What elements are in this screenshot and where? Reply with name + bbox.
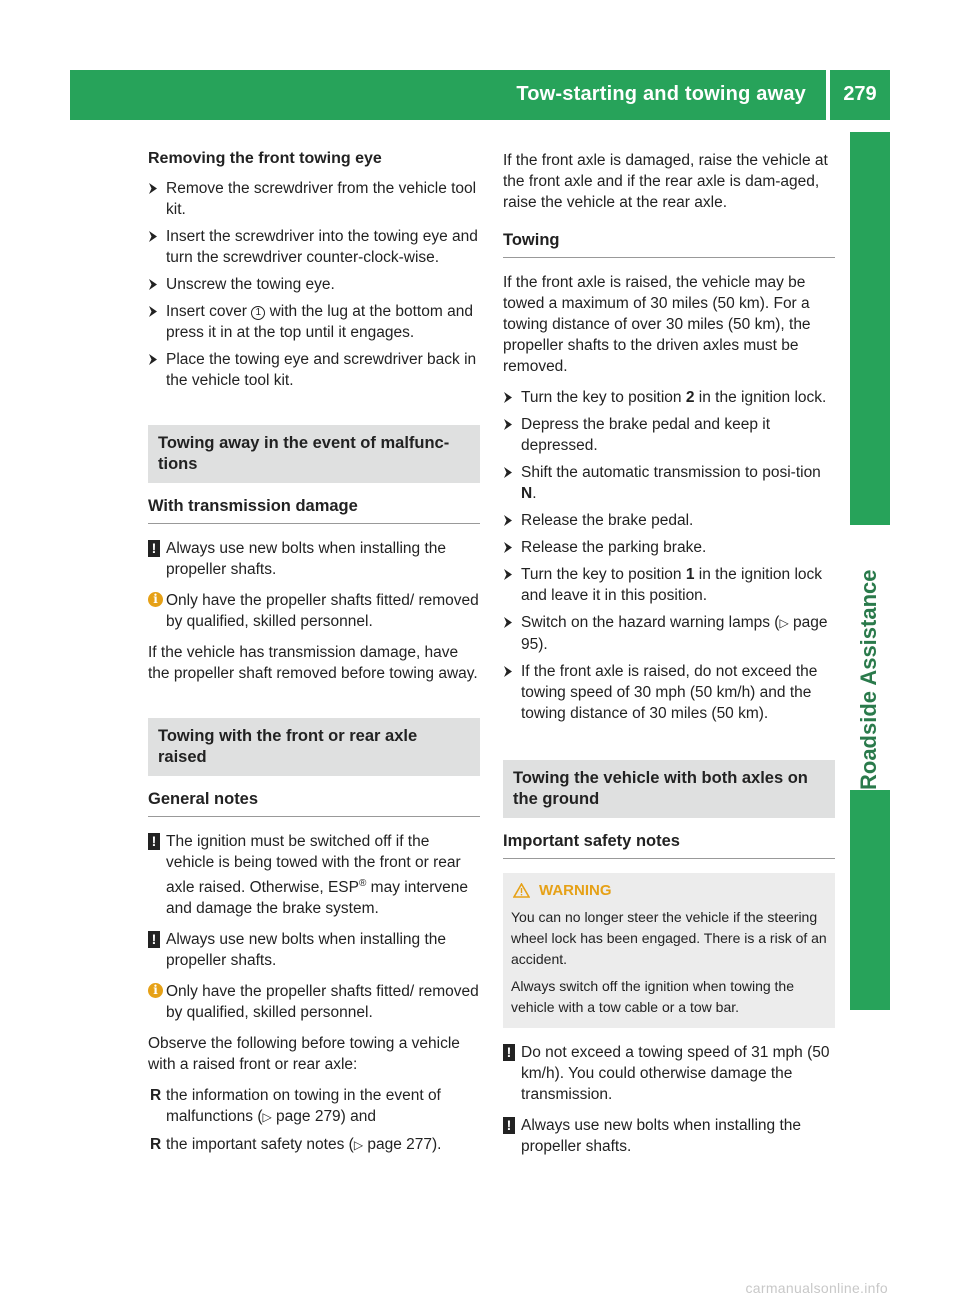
exclamation-icon: !	[503, 1117, 515, 1134]
caution-note: ! Always use new bolts when installing the propeller shafts.	[148, 929, 480, 971]
paragraph: If the front axle is raised, the vehicle may be towed a maximum of 30 miles (50 km). For a towing distance of over 30 miles (50 km), the propeller shafts to the driven axles must be removed.	[503, 274, 811, 375]
right-column	[503, 150, 835, 1167]
exclamation-icon: !	[148, 931, 160, 948]
exclamation-icon: !	[503, 1044, 515, 1061]
callout-number-icon: 1	[251, 306, 265, 320]
step-item: Release the brake pedal.	[503, 510, 835, 531]
step-item: Turn the key to position 2 in the ignition lock.	[503, 387, 835, 408]
list-item: R the information on towing in the event of malfunctions (▷ page 279) and	[150, 1087, 441, 1126]
heading-important-safety-notes: Important safety notes	[503, 832, 835, 859]
step-arrow-icon	[503, 514, 513, 527]
page-section-title: Tow-starting and towing away	[516, 83, 806, 105]
heading-transmission-damage: With transmission damage	[148, 497, 480, 524]
page-reference-link[interactable]: page 279) and	[276, 1108, 377, 1126]
step-item: Turn the key to position 1 in the ignition lock and leave it in this position.	[503, 564, 835, 606]
caution-note: ! The ignition must be switched off if the vehicle is being towed with the front or rear axle raised. Otherwise, ESP® may intervene and damage the brake system.	[148, 831, 480, 919]
step-arrow-icon	[148, 305, 158, 318]
header-bar	[70, 70, 890, 120]
step-arrow-icon	[148, 353, 158, 366]
page-ref-arrow-icon: ▷	[262, 1110, 272, 1125]
step-arrow-icon	[503, 616, 513, 629]
step-item: Insert the screwdriver into the towing eye and turn the screwdriver counter-clock-wise.	[148, 226, 480, 268]
step-item: If the front axle is raised, do not exceed the towing speed of 30 mph (50 km/h) and the towing distance of 30 miles (50 km).	[503, 661, 835, 724]
caution-note: ! Do not exceed a towing speed of 31 mph (50 km/h). You could otherwise damage the transmission.	[503, 1042, 835, 1105]
bullet-icon: R	[150, 1087, 162, 1105]
info-note: i Only have the propeller shafts fitted/ removed by qualified, skilled personnel.	[148, 981, 480, 1023]
removing-towing-eye-title: Removing the front towing eye	[148, 150, 382, 167]
page-number: 279	[843, 83, 877, 105]
step-arrow-icon	[148, 278, 158, 291]
list-item: R the important safety notes (▷ page 277).	[150, 1136, 442, 1154]
warning-box	[503, 873, 835, 1028]
info-note: i Only have the propeller shafts fitted/ removed by qualified, skilled personnel.	[148, 590, 480, 632]
step-item: Remove the screwdriver from the vehicle tool kit.	[148, 178, 480, 220]
step-arrow-icon	[148, 230, 158, 243]
warning-text: Always switch off the ignition when towing the vehicle with a tow cable or a tow bar.	[511, 978, 795, 1015]
paragraph: If the vehicle has transmission damage, have the propeller shaft removed before towing away.	[148, 644, 478, 682]
bullet-icon: R	[150, 1136, 162, 1154]
step-arrow-icon	[148, 182, 158, 195]
page-reference-link[interactable]: page 95).	[521, 614, 828, 653]
step-item: Place the towing eye and screwdriver back in the vehicle tool kit.	[148, 349, 480, 391]
step-item: Release the parking brake.	[503, 537, 835, 558]
step-item: Depress the brake pedal and keep it depressed.	[503, 414, 835, 456]
left-column	[148, 150, 480, 1162]
page-ref-arrow-icon: ▷	[779, 616, 789, 630]
step-arrow-icon	[503, 665, 513, 678]
paragraph: If the front axle is damaged, raise the vehicle at the front axle and if the rear axle is dam-aged, raise the vehicle at the rear axle.	[503, 152, 828, 211]
exclamation-icon: !	[148, 833, 160, 850]
warning-triangle-icon	[513, 883, 530, 904]
info-icon: i	[148, 592, 163, 607]
page-reference-link[interactable]: page 277).	[367, 1136, 442, 1154]
step-item: Switch on the hazard warning lamps (▷ page 95).	[503, 612, 835, 655]
section-title-both-axles: Towing the vehicle with both axles on the ground	[503, 760, 835, 818]
section-title-axle-raised: Towing with the front or rear axle raised	[148, 718, 480, 776]
step-arrow-icon	[503, 466, 513, 479]
watermark-text: carmanualsonline.info	[745, 1280, 888, 1296]
step-arrow-icon	[503, 391, 513, 404]
step-arrow-icon	[503, 418, 513, 431]
heading-general-notes: General notes	[148, 790, 480, 817]
exclamation-icon: !	[148, 540, 160, 557]
page-ref-arrow-icon: ▷	[353, 1138, 364, 1153]
step-item: Unscrew the towing eye.	[148, 274, 480, 295]
paragraph: Observe the following before towing a vehicle with a raised front or rear axle:	[148, 1035, 460, 1074]
step-arrow-icon	[503, 568, 513, 581]
step-item: Shift the automatic transmission to posi-tion N.	[503, 462, 835, 504]
step-item: Insert cover 1 with the lug at the bottom and press it in at the top until it engages.	[148, 301, 480, 343]
warning-title: WARNING	[511, 881, 827, 901]
caution-note: ! Always use new bolts when installing the propeller shafts.	[148, 538, 480, 580]
info-icon: i	[148, 983, 163, 998]
warning-text: You can no longer steer the vehicle if the steering wheel lock has been engaged. There is a risk of an accident.	[511, 909, 827, 967]
section-title-malfunctions: Towing away in the event of malfunc-tions	[148, 425, 480, 483]
heading-towing: Towing	[503, 231, 835, 258]
step-arrow-icon	[503, 541, 513, 554]
caution-note: ! Always use new bolts when installing the propeller shafts.	[503, 1115, 835, 1157]
